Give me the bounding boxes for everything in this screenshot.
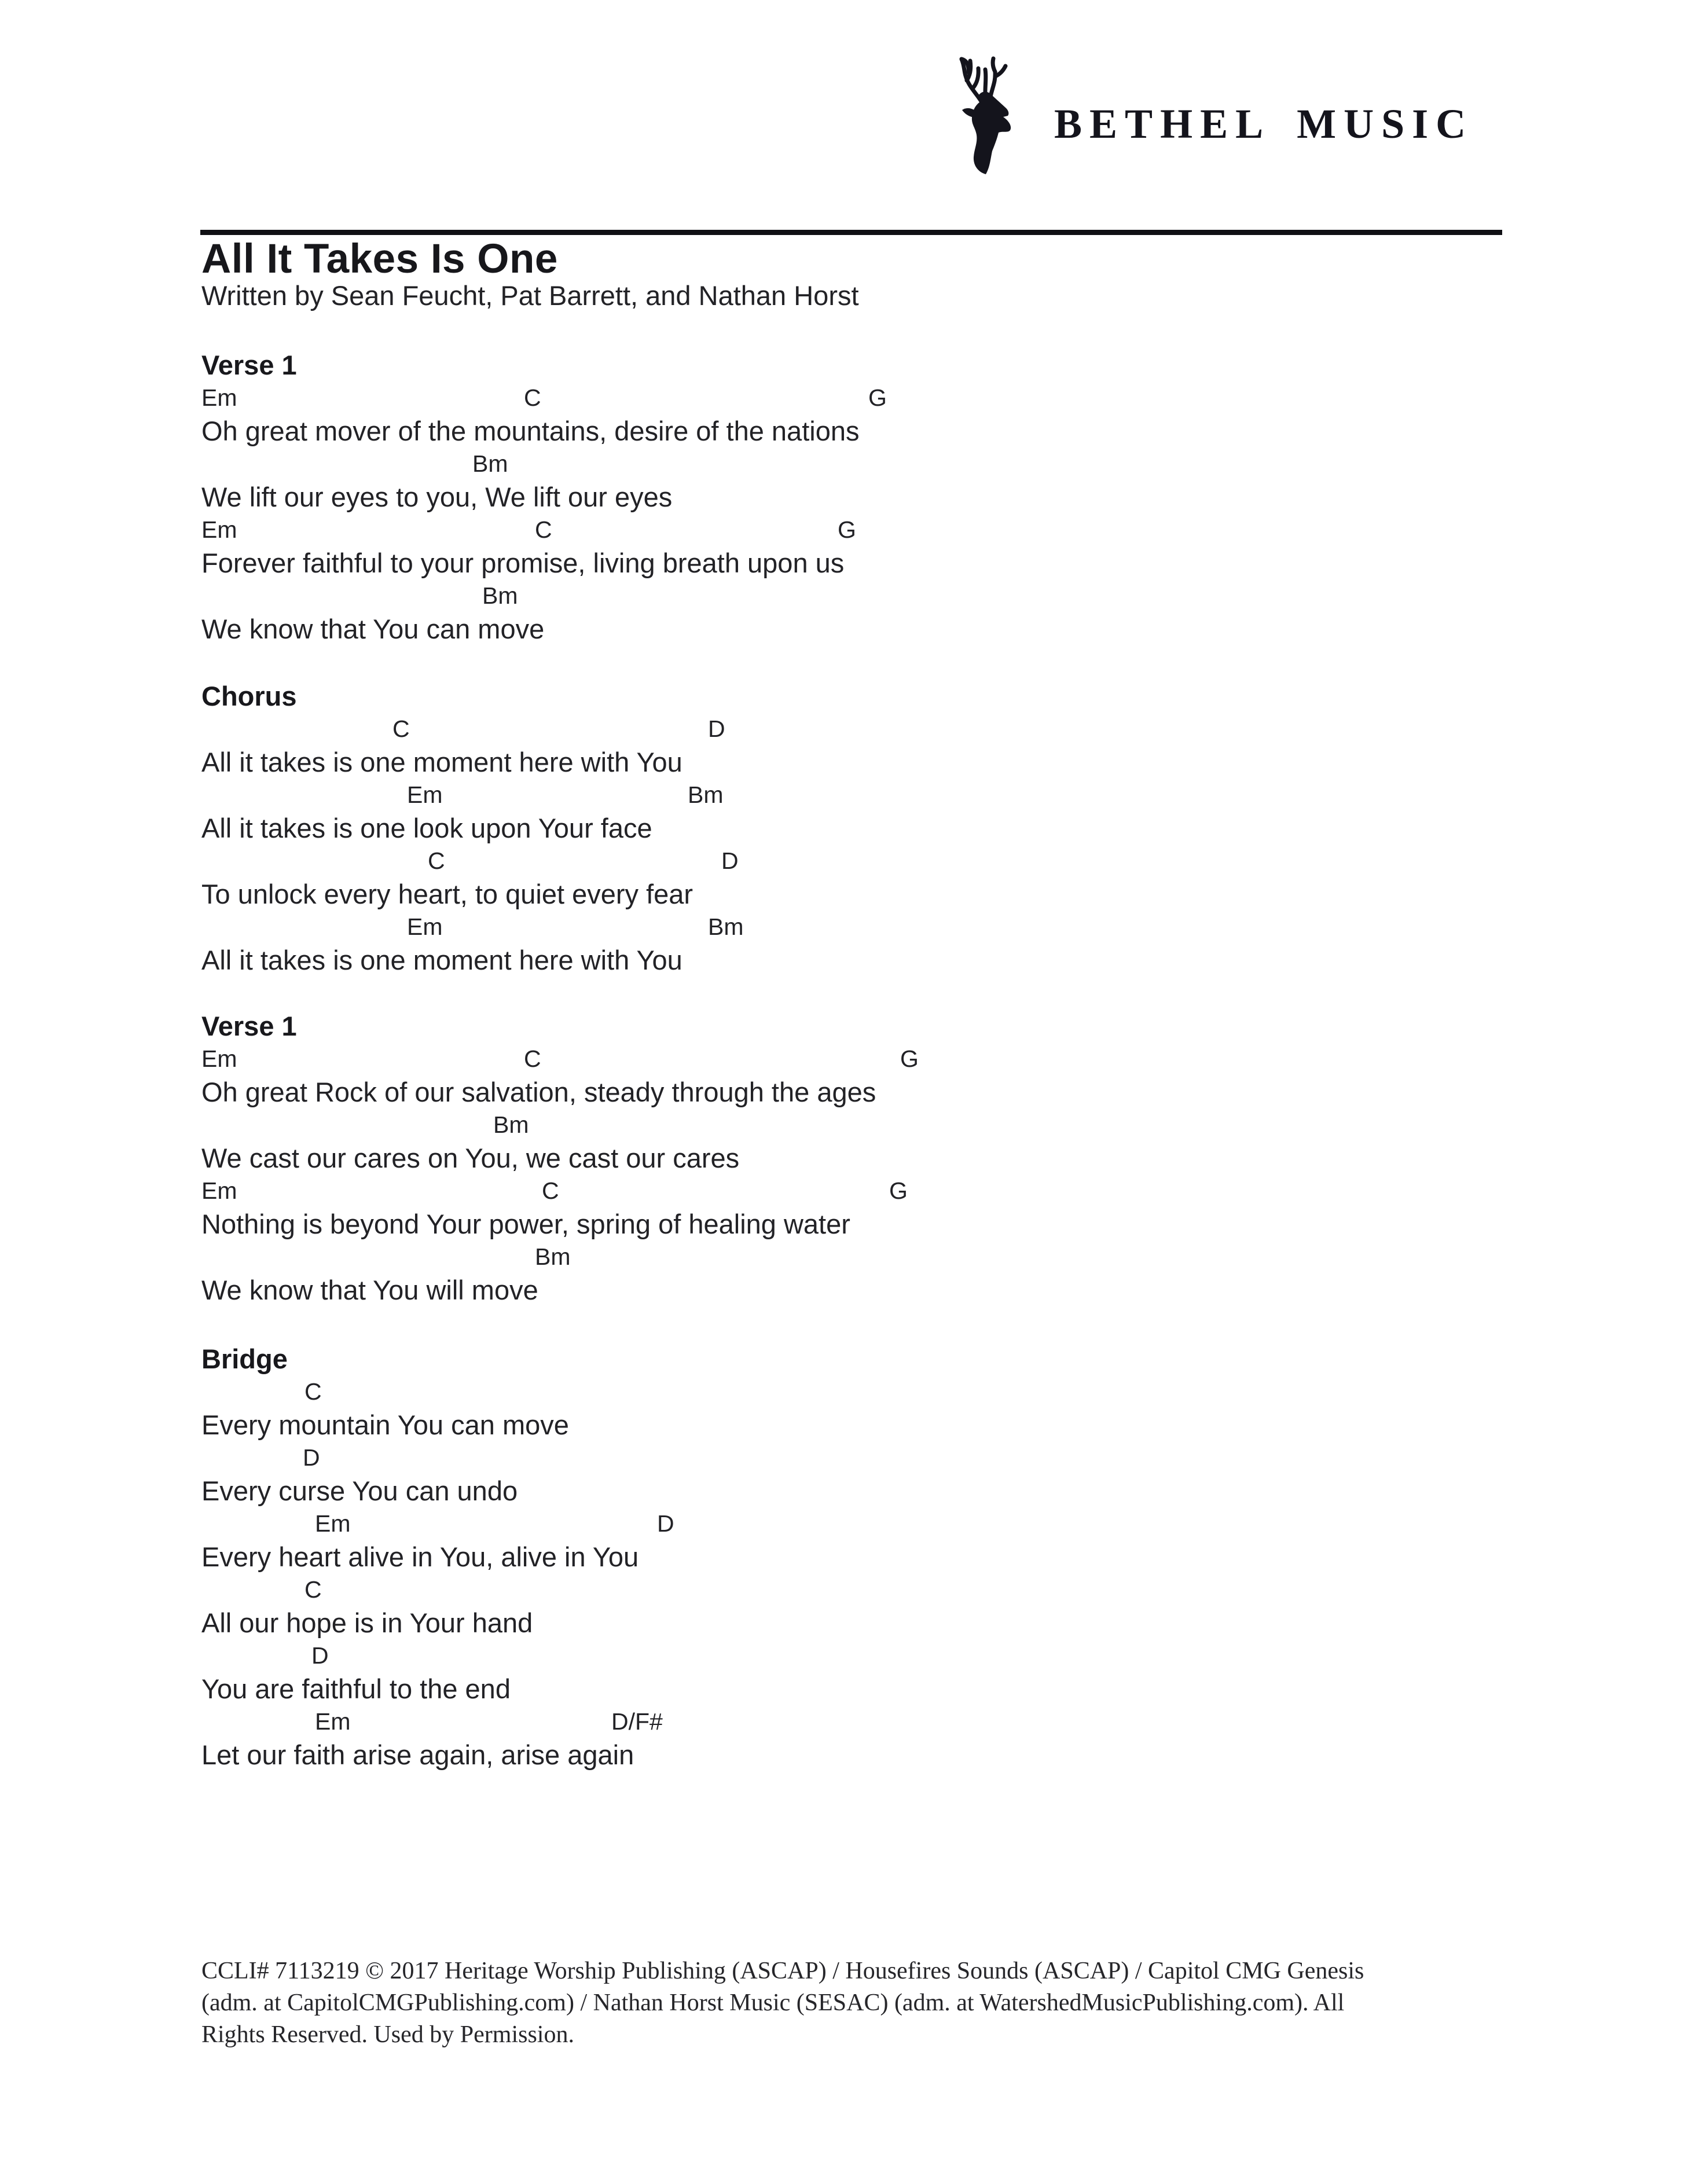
- chord-line: [201, 845, 1521, 878]
- chord: D: [721, 847, 739, 874]
- footer-line: CCLI# 7113219 © 2017 Heritage Worship Publishing (ASCAP) / Housefires Sounds (ASCAP) / Capitol CMG Genesis: [201, 1958, 1364, 1984]
- chord-line: [201, 1573, 1521, 1606]
- chord-line: [201, 1174, 1521, 1207]
- section-label: Chorus: [201, 681, 297, 711]
- chord-line: [201, 447, 1521, 480]
- chord: C: [392, 715, 410, 742]
- chord-line: [201, 1043, 1521, 1076]
- lyric-line: All our hope is in Your hand: [201, 1607, 533, 1638]
- chord: Em: [315, 1510, 351, 1537]
- copyright-footer: [201, 1955, 1521, 2051]
- chord-line: [201, 1639, 1521, 1672]
- chord-line: [201, 381, 1521, 414]
- chord: Em: [201, 516, 237, 543]
- chord: Em: [315, 1708, 351, 1735]
- lyric-line: Every heart alive in You, alive in You: [201, 1541, 639, 1572]
- lyric-line: You are faithful to the end: [201, 1673, 511, 1704]
- lyric-line: Nothing is beyond Your power, spring of healing water: [201, 1209, 850, 1239]
- chord-line: [201, 1705, 1521, 1738]
- chord: Em: [407, 913, 443, 940]
- chord: G: [900, 1045, 919, 1072]
- chord: G: [889, 1177, 908, 1204]
- chord: G: [838, 516, 856, 543]
- song-title: All It Takes Is One: [201, 236, 558, 282]
- song-section: [201, 1010, 1521, 1306]
- footer-line: (adm. at CapitolCMGPublishing.com) / Nathan Horst Music (SESAC) (adm. at WatershedMusicPublishing.com). All: [201, 1990, 1345, 2016]
- chord: Bm: [482, 582, 518, 609]
- song-section: [201, 348, 1521, 645]
- chord: Bm: [708, 913, 744, 940]
- chord-line: [201, 1441, 1521, 1474]
- song-section: [201, 1342, 1521, 1771]
- chord: C: [428, 847, 445, 874]
- chord-line: [201, 911, 1521, 944]
- lyric-line: We lift our eyes to you, We lift our eyes: [201, 482, 673, 512]
- chord: D: [303, 1444, 320, 1471]
- chord: D: [657, 1510, 674, 1537]
- lyric-line: Oh great mover of the mountains, desire of the nations: [201, 416, 860, 446]
- chord-line: [201, 1507, 1521, 1540]
- chord: Bm: [535, 1243, 571, 1270]
- chord-chart: [201, 0, 1521, 2184]
- chord: C: [304, 1378, 322, 1405]
- chord-line: [201, 579, 1521, 612]
- chord: Em: [201, 384, 237, 411]
- lyric-line: Let our faith arise again, arise again: [201, 1739, 634, 1770]
- chord-line: [201, 513, 1521, 546]
- chord: Em: [201, 1177, 237, 1204]
- chord-line: [201, 713, 1521, 746]
- chord: C: [542, 1177, 559, 1204]
- section-label: Verse 1: [201, 350, 297, 380]
- chord-line: [201, 779, 1521, 812]
- footer-line: Rights Reserved. Used by Permission.: [201, 2021, 574, 2048]
- lyric-line: To unlock every heart, to quiet every fear: [201, 879, 693, 909]
- chord-line: [201, 1108, 1521, 1141]
- brand-name: BETHEL MUSIC: [1054, 101, 1474, 147]
- chord: Bm: [493, 1111, 529, 1138]
- chord-line: [201, 1240, 1521, 1273]
- lyric-line: All it takes is one moment here with You: [201, 747, 682, 777]
- chord: Bm: [688, 781, 724, 808]
- lyric-line: We know that You will move: [201, 1275, 538, 1305]
- chord: C: [524, 1045, 541, 1072]
- lyric-line: Oh great Rock of our salvation, steady through the ages: [201, 1077, 876, 1107]
- section-label: Bridge: [201, 1344, 288, 1374]
- chord: Em: [407, 781, 443, 808]
- lyric-line: All it takes is one moment here with You: [201, 945, 682, 975]
- chord: Bm: [472, 450, 508, 477]
- lyric-line: All it takes is one look upon Your face: [201, 813, 652, 843]
- section-label: Verse 1: [201, 1011, 297, 1041]
- chord-line: [201, 1375, 1521, 1408]
- chord: Em: [201, 1045, 237, 1072]
- chord: D: [311, 1642, 329, 1669]
- song-section: [201, 680, 1521, 977]
- chord: C: [535, 516, 552, 543]
- chord: D/F#: [611, 1708, 663, 1735]
- lyric-line: Forever faithful to your promise, living breath upon us: [201, 548, 845, 578]
- chord: D: [708, 715, 725, 742]
- lyric-line: Every curse You can undo: [201, 1475, 518, 1506]
- lyric-line: Every mountain You can move: [201, 1409, 569, 1440]
- lyric-line: We cast our cares on You, we cast our cares: [201, 1143, 740, 1173]
- chord: C: [304, 1576, 322, 1603]
- chord: G: [868, 384, 887, 411]
- song-byline: Written by Sean Feucht, Pat Barrett, and Nathan Horst: [201, 280, 859, 311]
- chord: C: [524, 384, 541, 411]
- lyric-line: We know that You can move: [201, 614, 545, 644]
